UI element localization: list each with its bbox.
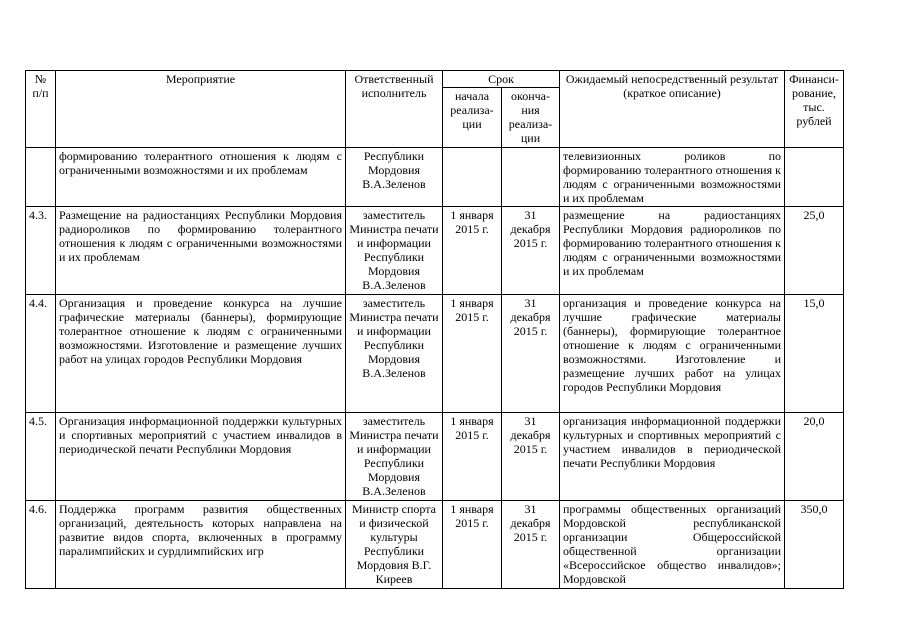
row-num: 4.3. — [26, 207, 56, 295]
row-responsible: Министр спорта и физической культуры Республики Мордовия В.Г. Киреев — [346, 501, 443, 589]
row-start: 1 января 2015 г. — [443, 501, 502, 589]
row-finance: 20,0 — [785, 413, 844, 501]
row-result: организация и проведение конкурса на лучшие графические материалы (баннеры), формирующие толерантное отношение к людям с ограниченными возможностями. Изготовление и размещение лучших работ на улицах городов Республики Мордовия — [560, 295, 785, 413]
row-end — [502, 148, 560, 207]
table-row — [26, 207, 844, 295]
header-term: Срок — [443, 71, 560, 88]
table-row — [26, 295, 844, 413]
row-event: Организация информационной поддержки культурных и спортивных мероприятий с участием инвалидов в периодической печати Республики Мордовия — [56, 413, 346, 501]
row-result: размещение на радиостанциях Республики Мордовия радиороликов по формированию толерантного отношения к людям с ограниченными возможностями и их проблемам — [560, 207, 785, 295]
row-end: 31 декабря 2015 г. — [502, 501, 560, 589]
row-end: 31 декабря 2015 г. — [502, 413, 560, 501]
row-finance: 25,0 — [785, 207, 844, 295]
table-row — [26, 413, 844, 501]
row-result: телевизионных роликов по формированию толерантного отношения к людям с ограниченными возможностями и их проблемам — [560, 148, 785, 207]
row-responsible: заместитель Министра печати и информации Республики Мордовия В.А.Зеленов — [346, 295, 443, 413]
row-num: 4.5. — [26, 413, 56, 501]
events-table — [25, 70, 844, 589]
header-event: Мероприятие — [56, 71, 346, 148]
row-num: 4.6. — [26, 501, 56, 589]
row-finance — [785, 148, 844, 207]
row-event: Организация и проведение конкурса на лучшие графические материалы (баннеры), формирующие толерантное отношение к людям с ограниченными возможностями. Изготовление и размещение лучших работ на улицах городов Республики Мордовия — [56, 295, 346, 413]
header-row — [26, 71, 844, 88]
row-num: 4.4. — [26, 295, 56, 413]
header-num: № п/п — [26, 71, 56, 148]
header-responsible: Ответственный исполнитель — [346, 71, 443, 148]
table-row — [26, 148, 844, 207]
row-responsible: заместитель Министра печати и информации Республики Мордовия В.А.Зеленов — [346, 207, 443, 295]
row-start: 1 января 2015 г. — [443, 295, 502, 413]
row-num — [26, 148, 56, 207]
row-result: программы общественных организаций Мордовской республиканской организации Общероссийской общественной организации «Всероссийское общество инвалидов»; Мордовской — [560, 501, 785, 589]
table-row — [26, 501, 844, 589]
row-event: Размещение на радиостанциях Республики Мордовия радиороликов по формированию толерантного отношения к людям с ограниченными возможностями и их проблемам — [56, 207, 346, 295]
row-event: формированию толерантного отношения к людям с ограниченными возможностями и их проблемам — [56, 148, 346, 207]
row-result: организация информационной поддержки культурных и спортивных мероприятий с участием инвалидов в периодической печати Республики Мордовия — [560, 413, 785, 501]
document-page — [25, 70, 843, 589]
row-start: 1 января 2015 г. — [443, 207, 502, 295]
row-start — [443, 148, 502, 207]
header-term-end: оконча-ния реализа-ции — [502, 88, 560, 148]
row-end: 31 декабря 2015 г. — [502, 295, 560, 413]
row-event: Поддержка программ развития общественных организаций, деятельность которых направлена на развитие видов спорта, включенных в программу паралимпийских и сурдлимпийских игр — [56, 501, 346, 589]
row-responsible: Республики Мордовия В.А.Зеленов — [346, 148, 443, 207]
header-finance: Финанси-рование, тыс. рублей — [785, 71, 844, 148]
row-end: 31 декабря 2015 г. — [502, 207, 560, 295]
row-finance: 350,0 — [785, 501, 844, 589]
header-term-start: начала реализа-ции — [443, 88, 502, 148]
row-start: 1 января 2015 г. — [443, 413, 502, 501]
header-result: Ожидаемый непосредственный результат (краткое описание) — [560, 71, 785, 148]
row-finance: 15,0 — [785, 295, 844, 413]
row-responsible: заместитель Министра печати и информации Республики Мордовия В.А.Зеленов — [346, 413, 443, 501]
